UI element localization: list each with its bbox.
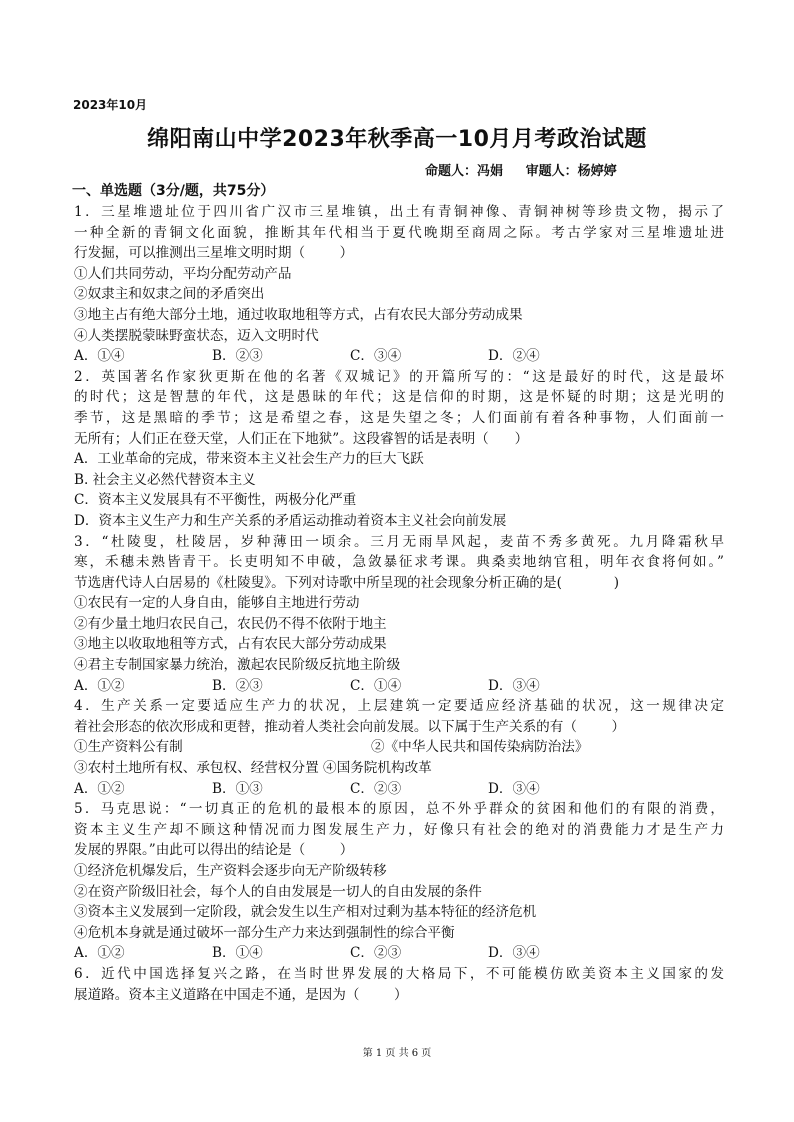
question-stem-line: 节选唐代诗人白居易的《杜陵叟》。下列对诗歌中所呈现的社会现象分析正确的是( ) [74,574,620,591]
option-c: C．①④ [350,677,402,694]
question-stem-line: 一种全新的青铜文化面貌，推断其年代相当于夏代晚期至商周之际。考古学家对三星堆遗址进 [74,224,724,241]
statement-item: ③地主以收取地租等方式，占有农民大部分劳动成果 [74,636,387,653]
question-stem-line: 展道路。资本主义道路在中国走不通，是因为（ ） [74,986,408,1003]
option-b: B．②③ [212,348,263,365]
statement-row [74,737,724,758]
answer-options [74,779,724,800]
statement-item: ①经济危机爆发后，生产资料会逐步向无产阶级转移 [74,863,387,879]
statement-item: ③地主占有绝大部分土地，通过收取地租等方式，占有农民大部分劳动成果 [74,306,523,323]
option-c: C．资本主义发展具有不平衡性，两极分化严重 [74,492,357,509]
option-c: C．②③ [350,945,402,962]
option-d: D．资本主义生产力和生产关系的矛盾运动推动着资本主义社会向前发展 [74,512,507,529]
statement-row: ③农村土地所有权、承包权、经营权分置 ④国务院机构改革 [74,760,432,777]
statement-item: ②有少量土地归农民自己，农民仍不得不依附于地主 [74,615,387,632]
exam-authors: 命题人：冯娟 审题人：杨婷婷 [425,164,617,179]
option-b: B. 社会主义必然代替资本主义 [74,471,256,488]
statement-item: ②《中华人民共和国传染病防治法》 [371,739,589,756]
question-4 [74,696,724,799]
option-a: A．工业革命的完成，带来资本主义社会生产力的巨大飞跃 [74,451,424,468]
statement-item: ①农民有一定的人身自由，能够自主地进行劳动 [74,595,360,612]
statement-item: ④人类摆脱蒙昧野蛮状态，迈入文明时代 [74,327,319,344]
question-6 [74,964,724,1005]
question-5 [74,799,724,964]
question-2 [74,367,724,532]
question-stem-line: 4．生产关系一定要适应生产力的状况，上层建筑一定要适应经济基础的状况，这一规律决定 [74,698,724,715]
questions-body [74,202,724,1005]
exam-title: 绵阳南山中学2023年秋季高一10月月考政治试题 [147,127,647,152]
statement-item: ①人们共同劳动，平均分配劳动产品 [74,265,292,282]
question-stem-line: 季节，这是黑暗的季节；这是希望之春，这是失望之冬；人们面前有着各种事物，人们面前一 [74,409,724,426]
statement-item: ①生产资料公有制 [74,739,183,756]
question-stem-line: 无所有；人们正在登天堂，人们正在下地狱”。这段睿智的话是表明（ ） [74,430,529,447]
answer-options [74,346,724,367]
question-stem-line: 的时代；这是智慧的年代，这是愚昧的年代；这是信仰的时期，这是怀疑的时期；这是光明的 [74,389,724,406]
option-a: A．①④ [74,348,125,365]
statement-item: ④危机本身就是通过破坏一部分生产力来达到强制性的综合平衡 [74,924,455,941]
question-stem-line: 6．近代中国选择复兴之路，在当时世界发展的大格局下，不可能模仿欧美资本主义国家的发 [74,965,724,982]
question-stem-line: 寒，禾穗未熟皆青干。长吏明知不申破，急敛暴征求考课。典桑卖地纳官租，明年衣食将何如。” [74,554,724,571]
question-1 [74,202,724,367]
option-b: B．①③ [212,780,263,797]
question-stem-line: 行发掘，可以推测出三星堆文明时期（ ） [74,245,354,262]
question-3 [74,532,724,697]
statement-item: ④君主专制国家暴力统治，激起农民阶级反抗地主阶级 [74,657,401,674]
option-c: C．②③ [350,780,402,797]
question-stem-line: 着社会形态的依次形成和更替，推动着人类社会向前发展。以下属于生产关系的有（ ） [74,718,626,735]
option-c: C．③④ [350,348,402,365]
option-a: A．①② [74,677,125,694]
option-d: D．③④ [488,677,540,694]
exam-date: 2023年10月 [73,98,148,112]
page-footer: 第 1 页 共 6 页 [362,1048,432,1059]
option-d: D．③④ [488,780,540,797]
question-stem-line: 2．英国著名作家狄更斯在他的名著《双城记》的开篇所写的：“这是最好的时代，这是最坏 [74,368,724,385]
option-d: D．③④ [488,945,540,962]
statement-item: ②奴隶主和奴隶之间的矛盾突出 [74,286,265,303]
question-stem-line: 资本主义生产却不顾这种情况而力图发展生产力，好像只有社会的绝对的消费能力才是生产力 [74,821,724,838]
question-stem-line: 1．三星堆遗址位于四川省广汉市三星堆镇，出土有青铜神像、青铜神树等珍贵文物，揭示了 [74,204,724,220]
question-stem-line: 3．“杜陵叟，杜陵居，岁种薄田一顷余。三月无雨旱风起，麦苗不秀多黄死。九月降霜秋早 [74,533,724,550]
option-d: D．②④ [488,348,540,365]
option-a: A．①② [74,780,125,797]
option-b: B．②③ [212,677,263,694]
section-title: 一、单选题（3分/题，共75分） [72,183,275,199]
option-a: A．①② [74,945,125,962]
question-stem-line: 5．马克思说：“一切真正的危机的最根本的原因，总不外乎群众的贫困和他们的有限的消费， [74,801,724,818]
option-b: B．①④ [212,945,263,962]
question-stem-line: 发展的界限。”由此可以得出的结论是（ ） [74,842,354,859]
answer-options [74,676,724,697]
answer-options [74,943,724,964]
statement-item: ③资本主义发展到一定阶段，就会发生以生产相对过剩为基本特征的经济危机 [74,904,537,921]
statement-item: ②在资产阶级旧社会，每个人的自由发展是一切人的自由发展的条件 [74,883,482,900]
